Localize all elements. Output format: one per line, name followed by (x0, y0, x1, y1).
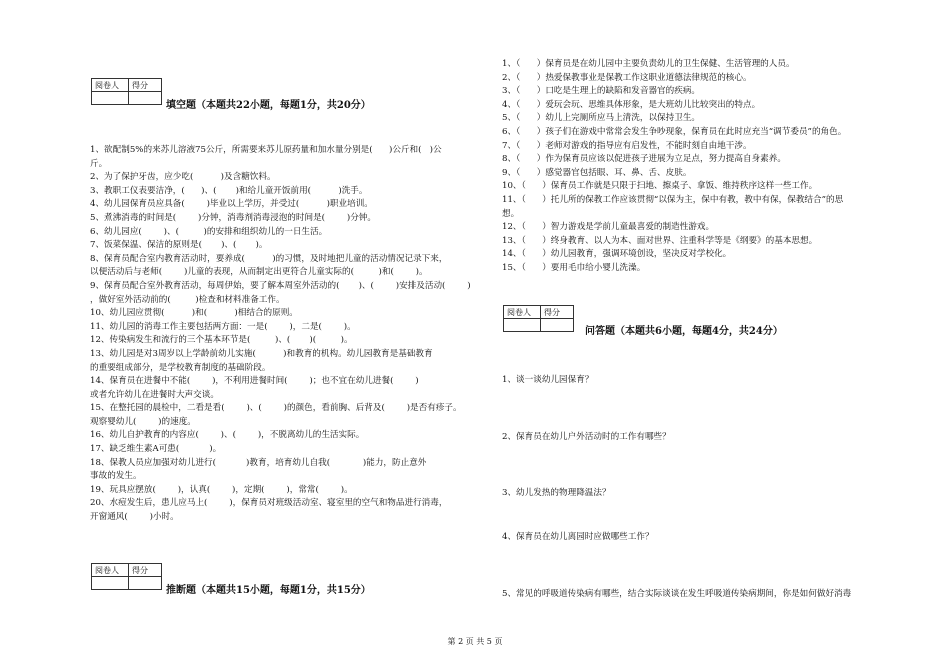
question-line: 20、水痘发生后，患儿应马上( )，保育员对班级活动室、寝室里的空气和物品进行消毒， (90, 498, 448, 509)
question-line: 6、幼儿园应( )、( )的安排和组织幼儿的一日生活。 (90, 226, 328, 237)
qa-question-3: 3、幼儿发热的物理降温法？ (502, 488, 611, 498)
grader-cell (92, 92, 129, 105)
score-label: 得分 (129, 564, 162, 577)
question-line: 8、保育员配合室内教育活动时，要养成( )的习惯，及时地把儿童的活动情况记录下来， (90, 253, 448, 264)
question-line: 12、（ ）智力游戏是学前儿童最喜爱的制造性游戏。 (502, 222, 715, 233)
question-line: 3、教职工仪表要洁净，( )、( )和给儿童开饭前用( )洗手。 (90, 185, 368, 196)
question-line: 7、（ ）老师对游戏的指导应有启发性，不能时刻自由地干涉。 (502, 140, 752, 151)
question-line: 9、（ ）感觉器官包括眼、耳、鼻、舌、皮肤。 (502, 167, 692, 178)
question-line: 斤。 (90, 158, 108, 169)
score-box (91, 563, 162, 590)
score-box (503, 305, 574, 332)
question-line: 12、传染病发生和流行的三个基本环节是( )、( )( )。 (90, 335, 353, 346)
question-line: 15、（ ）要用毛巾给小婴儿洗澡。 (502, 262, 646, 273)
question-line: 13、（ ）终身教育、以人为本、面对世界、注重科学等是《纲要》的基本思想。 (502, 235, 818, 246)
question-line: ，做好室外活动前的( )检查和材料准备工作。 (90, 294, 285, 305)
question-line: 想。 (502, 208, 520, 219)
grader-label: 阅卷人 (504, 306, 541, 319)
judgement-questions (502, 58, 902, 276)
question-line: 或者允许幼儿在进餐时大声交谈。 (90, 389, 219, 400)
question-line: 10、幼儿园应贯彻( )和( )相结合的原则。 (90, 308, 298, 319)
section-title-fill: 填空题（本题共22小题，每题1分，共20分） (166, 100, 371, 111)
question-line: 13、幼儿园是对3周岁以上学龄前幼儿实施( )和教育的机构。幼儿园教育是基础教育 (90, 348, 433, 359)
question-line: 15、在整托园的晨检中，二看是看( )、( )的颜色，看前胸、后背及( )是否有疹子。 (90, 403, 462, 414)
grader-label: 阅卷人 (92, 79, 129, 92)
question-line: 5、煮沸消毒的时间是( )分钟，消毒剂消毒浸泡的时间是( )分钟。 (90, 212, 377, 223)
question-line: 的重要组成部分，是学校教育制度的基础阶段。 (90, 362, 271, 373)
score-box (91, 78, 162, 105)
question-line: 5、（ ）幼儿上完厕所应马上清洗，以保持卫生。 (502, 113, 701, 124)
question-line: 事故的发生。 (90, 471, 142, 482)
grader-cell (92, 577, 129, 590)
question-line: 17、缺乏维生素A可患( )。 (90, 444, 222, 455)
question-line: 7、饭菜保温、保洁的原则是( )、( )。 (90, 240, 268, 251)
section-title-qa: 问答题（本题共6小题，每题4分，共24分） (585, 326, 783, 337)
score-cell (129, 92, 162, 105)
score-cell (541, 319, 574, 332)
question-line: 4、（ ）爱玩会玩、思维具体形象，是大班幼儿比较突出的特点。 (502, 99, 761, 110)
question-line: 10、（ ）保育员工作就是只限于扫地、擦桌子、拿饭、维持秩序这样一些工作。 (502, 181, 818, 192)
question-line: 以便活动后与老师( )儿童的表现，从而制定出更符合儿童实际的( )和( )。 (90, 267, 428, 278)
grader-cell (504, 319, 541, 332)
question-line: 18、保教人员应加强对幼儿进行( )教育，培育幼儿自我( )能力，防止意外 (90, 457, 427, 468)
question-line: 11、（ ）托儿所的保教工作应该贯彻“以保为主，保中有教，教中有保，保教结合”的思 (502, 194, 844, 205)
question-line: 9、保育员配合室外教育活动，每周伊始，要了解本周室外活动的( )、( )安排及活动( ) (90, 280, 471, 291)
qa-question-4: 4、保育员在幼儿离园时应做哪些工作？ (502, 532, 654, 542)
question-line: 2、为了保护牙齿，应少吃( )及含糖饮料。 (90, 172, 276, 183)
question-line: 4、幼儿园保育员应具备( )毕业以上学历，并受过( )职业培训。 (90, 199, 373, 210)
question-line: 开窗通风( )小时。 (90, 512, 179, 523)
qa-question-1: 1、谈一谈幼儿园保育？ (502, 375, 594, 385)
question-line: 1、（ ）保育员是在幼儿园中主要负责幼儿的卫生保健、生活管理的人员。 (502, 59, 795, 69)
score-cell (129, 577, 162, 590)
qa-question-5: 5、常见的呼吸道传染病有哪些，结合实际谈谈在发生呼吸道传染病期间，你是如何做好消毒 (502, 589, 852, 599)
question-line: 19、玩具应摆放( )，认真( )，定期( )，常常( )。 (90, 484, 353, 495)
fill-blank-questions (90, 144, 490, 525)
question-line: 14、保育员在进餐中不能( )，不利用进餐时间( )；也不宜在幼儿进餐( ) (90, 376, 419, 387)
question-line: 11、幼儿园的消毒工作主要包括两方面：一是( )，二是( )。 (90, 321, 356, 332)
question-line: 6、（ ）孩子们在游戏中常常会发生争吵现象，保育员在此时应充当“调节委员”的角色。 (502, 126, 847, 137)
question-line: 1、欲配制5%的来苏儿溶液75公斤，所需要来苏儿原药量和加水量分别是( )公斤和( )公 (90, 145, 442, 155)
question-line: 观察婴幼儿( )的速度。 (90, 416, 196, 427)
question-line: 3、（ ）口吃是生理上的缺陷和发音器官的疾病。 (502, 86, 701, 97)
section-title-judge: 推断题（本题共15小题，每题1分，共15分） (166, 585, 371, 596)
page-number: 第 2 页 共 5 页 (447, 637, 503, 646)
question-line: 14、（ ）幼儿园教育，强调环境创设，坚决反对学校化。 (502, 249, 732, 260)
question-line: 8、（ ）作为保育员应该以促进孩子进展为立足点，努力提高自身素养。 (502, 154, 786, 165)
qa-question-2: 2、保育员在幼儿户外活动时的工作有哪些？ (502, 432, 671, 442)
grader-label: 阅卷人 (92, 564, 129, 577)
score-label: 得分 (541, 306, 574, 319)
question-line: 2、（ ）热爱保教事业是保教工作这职业道德法律规范的核心。 (502, 72, 752, 83)
question-line: 16、幼儿自护教育的内容应( )、( )，不脱离幼儿的生活实际。 (90, 430, 365, 441)
score-label: 得分 (129, 79, 162, 92)
